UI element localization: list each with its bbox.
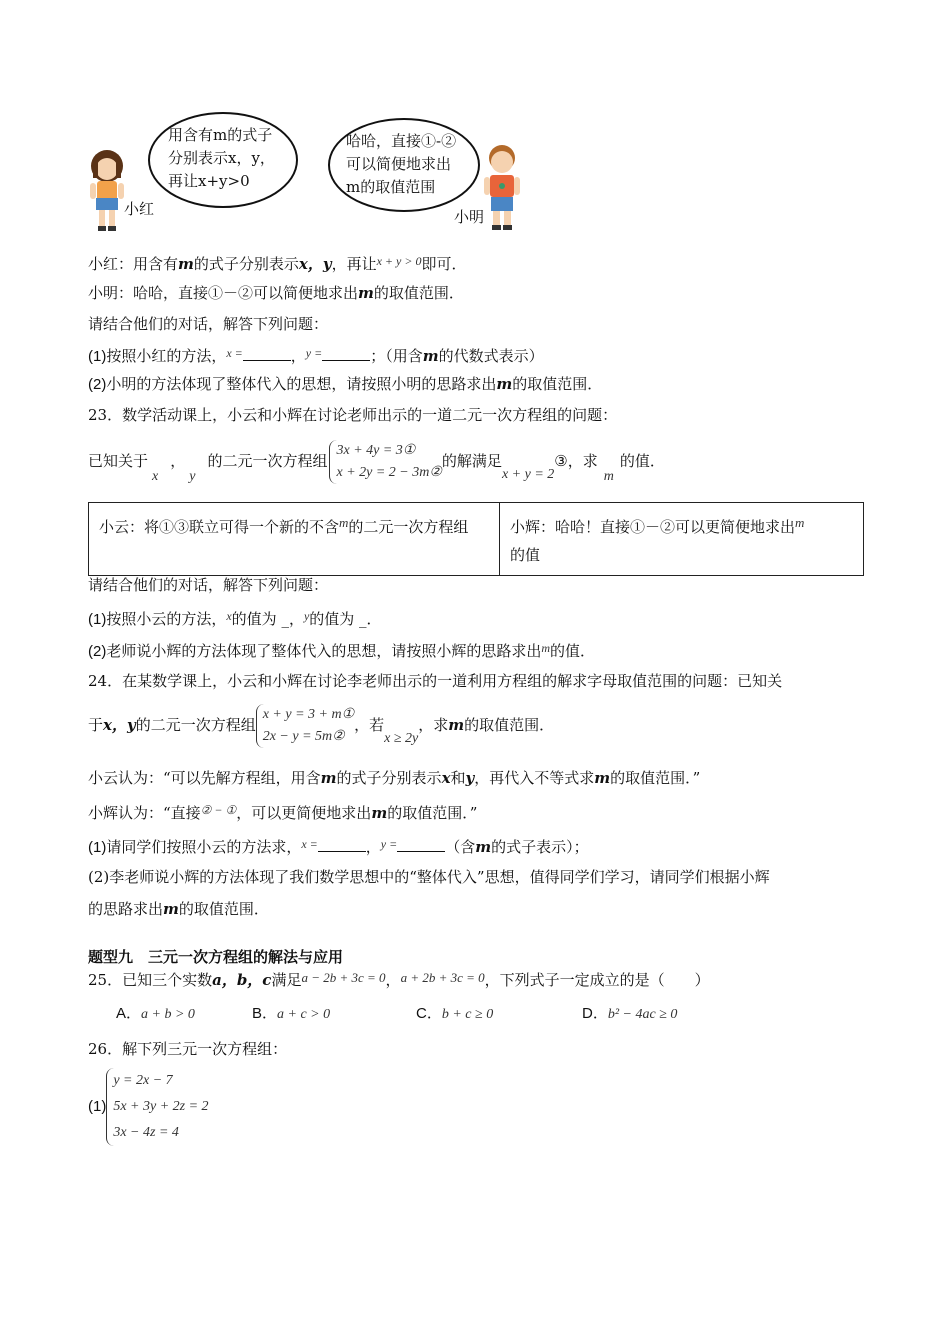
answer-blank[interactable]	[318, 837, 366, 852]
q24-xiaoyun: 小云认为：“可以先解方程组，用含m的式子分别表示x和y，再代入不等式求m的取值范围．”	[88, 769, 701, 787]
q22-xiaohong-line: 小红：用含有m的式子分别表示x，y，再让$^{x + y > 0}$即可．	[88, 254, 467, 273]
q23-given: 已知关于x，y的二元一次方程组 3x + 4y = 3① x + 2y = 2 − 3m② 的解满足x + y = 2③，求m的值．	[88, 440, 665, 488]
q23-intro: 23．数学活动课上，小云和小辉在讨论老师出示的一道二元一次方程组的问题：	[88, 406, 618, 424]
answer-blank[interactable]	[243, 346, 291, 361]
q22-xiaoming-line: 小明：哈哈，直接①－②可以简便地求出m的取值范围．	[88, 284, 464, 302]
q26-intro: 26．解下列三元一次方程组：	[88, 1040, 288, 1058]
section-title: 题型九 三元一次方程组的解法与应用	[88, 948, 344, 966]
q23-part1: (1)按照小云的方法，$^x$的值为 _，$^y$的值为 _．	[88, 609, 382, 628]
girl-figure-icon	[82, 148, 132, 234]
option-c[interactable]: C．b + c ≥ 0	[416, 1005, 494, 1022]
option-b[interactable]: B．a + c > 0	[252, 1005, 331, 1022]
option-a[interactable]: A．a + b > 0	[116, 1005, 195, 1022]
q26-equation-system: y = 2x − 7 5x + 3y + 2z = 2 3x − 4z = 4	[106, 1068, 208, 1146]
q24-intro: 24．在某数学课上，小云和小辉在讨论李老师出示的一道利用方程组的解求字母取值范围的问题：已知关	[88, 672, 783, 690]
condition-expression: x + y > 0	[376, 254, 422, 268]
q24-equation-system: x + y = 3 + m① 2x − y = 5m②	[256, 704, 354, 748]
xiaohui-cell: 小辉：哈哈！直接①－②可以更简便地求出m 的值	[500, 503, 864, 576]
girl-bubble-line-1: 用含有m的式子	[168, 126, 273, 144]
boy-bubble-line-3: m的取值范围	[346, 178, 436, 196]
girl-name: 小红	[124, 200, 155, 218]
q23-dialogue-table	[88, 502, 864, 576]
q24-part2-line1: (2)李老师说小辉的方法体现了我们数学思想中的“整体代入”思想，值得同学们学习，请同学们根据小辉	[88, 868, 770, 886]
boy-name: 小明	[454, 208, 485, 226]
option-d[interactable]: D．b² − 4ac ≥ 0	[582, 1005, 678, 1022]
boy-figure-icon	[482, 142, 522, 232]
girl-bubble-line-3: 再让x+y>0	[168, 172, 250, 190]
q24-xiaohui: 小辉认为：“直接② − ①，可以更简便地求出m的取值范围．”	[88, 803, 478, 822]
xiaoyun-cell: 小云：将①③联立可得一个新的不含m的二元一次方程组	[89, 503, 500, 576]
boy-bubble-line-2: 可以简便地求出	[346, 155, 452, 173]
q23-equation-system: 3x + 4y = 3① x + 2y = 2 − 3m②	[329, 440, 441, 484]
answer-blank[interactable]	[397, 837, 445, 852]
q22-part1: (1)按照小红的方法，$^{x =}$ ，$^{y =}$ ；（用含m的代数式表示）	[88, 346, 544, 365]
q22-prompt: 请结合他们的对话，解答下列问题：	[88, 315, 329, 333]
answer-blank[interactable]	[322, 346, 370, 361]
girl-bubble-line-2: 分别表示x，y，	[168, 149, 275, 167]
q25-intro: 25．已知三个实数a，b，c满足a − 2b + 3c = 0，a + 2b + 3c = 0，下列式子一定成立的是（ ）	[88, 970, 710, 989]
q24-part1: (1)请同学们按照小云的方法求，$^{x =}$ ，$^{y =}$ （含m的式子表示）；	[88, 837, 589, 856]
q23-part2: (2)老师说小辉的方法体现了整体代入的思想，请按照小辉的思路求出$^m$的值．	[88, 641, 596, 660]
q24-part2-line2: 的思路求出m的取值范围．	[88, 900, 269, 918]
q23-prompt: 请结合他们的对话，解答下列问题：	[88, 576, 329, 594]
boy-bubble-line-1: 哈哈，直接①-②	[346, 132, 457, 150]
q22-part2: (2)小明的方法体现了整体代入的思想，请按照小明的思路求出m的取值范围．	[88, 375, 603, 393]
q26-part1: (1) y = 2x − 7 5x + 3y + 2z = 2 3x − 4z = 4	[88, 1068, 209, 1146]
q24-given: 于x，y的二元一次方程组 x + y = 3 + m① 2x − y = 5m② ，若x ≥ 2y，求m的取值范围．	[88, 704, 554, 750]
